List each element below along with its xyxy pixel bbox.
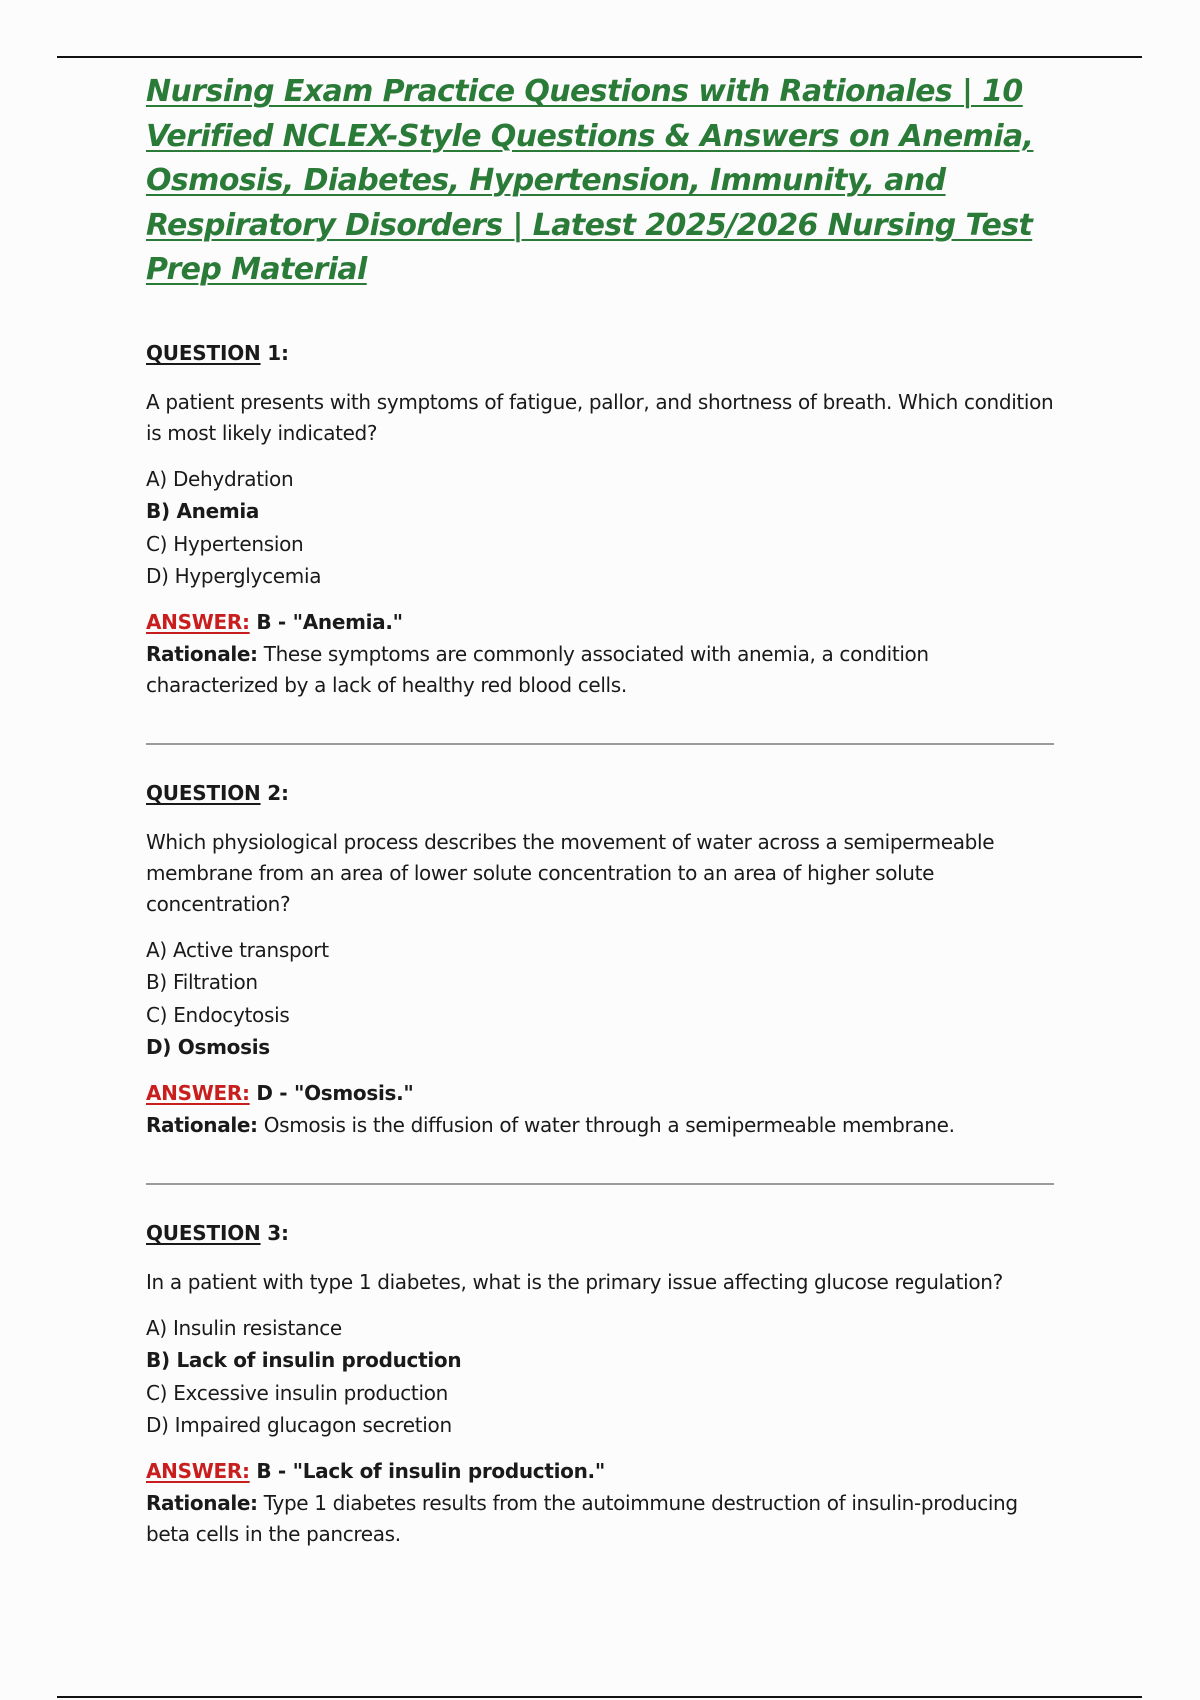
- question-heading-word: QUESTION: [146, 780, 261, 805]
- rationale-label: Rationale:: [146, 641, 258, 666]
- answer-label: ANSWER:: [146, 609, 250, 634]
- question-block-1: [146, 339, 1056, 701]
- question-text: A patient presents with symptoms of fatigue, pallor, and shortness of breath. Which condition is most likely indicated?: [146, 389, 1054, 445]
- answer-options: [146, 1312, 1056, 1442]
- answer-value: B - "Lack of insulin production.": [249, 1458, 605, 1483]
- page-top-rule: [57, 56, 1142, 58]
- question-heading-word: QUESTION: [146, 340, 261, 365]
- question-heading: [146, 339, 1056, 367]
- answer-line: [146, 1456, 1056, 1487]
- page-bottom-rule: [57, 1696, 1142, 1698]
- rationale-text: These symptoms are commonly associated with anemia, a condition characterized by a lack of healthy red blood cells.: [146, 641, 929, 697]
- answer-line: [146, 607, 1056, 638]
- option-c: C) Excessive insulin production: [146, 1380, 449, 1405]
- rationale-label: Rationale:: [146, 1112, 258, 1137]
- option-c: C) Endocytosis: [146, 1002, 290, 1027]
- question-heading-number: 1:: [260, 340, 289, 365]
- question-heading: [146, 1219, 1056, 1247]
- answer-line: [146, 1078, 1056, 1109]
- section-divider: [146, 743, 1054, 745]
- section-divider: [146, 1183, 1054, 1185]
- document-title: Nursing Exam Practice Questions with Rationales | 10 Verified NCLEX-Style Questions & Answers on Anemia, Osmosis, Diabetes, Hypertension, Immunity, and Respiratory Disorders | Latest 2025/2026 Nursing Test Prep Material: [146, 74, 1034, 287]
- rationale-text: Type 1 diabetes results from the autoimmune destruction of insulin-producing beta cells in the pancreas.: [146, 1490, 1018, 1546]
- rationale-text: Osmosis is the diffusion of water through a semipermeable membrane.: [257, 1112, 955, 1137]
- option-d-correct: D) Osmosis: [146, 1035, 270, 1059]
- answer-options: [146, 463, 1056, 593]
- question-block-2: [146, 779, 1056, 1141]
- option-c: C) Hypertension: [146, 531, 304, 556]
- rationale: [146, 639, 1066, 701]
- answer-label: ANSWER:: [146, 1458, 250, 1483]
- rationale: [146, 1488, 1066, 1550]
- question-text: Which physiological process describes the movement of water across a semipermeable membrane from an area of lower solute concentration to an area of higher solute concentration?: [146, 829, 995, 916]
- answer-value: B - "Anemia.": [249, 609, 403, 634]
- document-content: [146, 70, 1056, 1550]
- rationale: [146, 1110, 1066, 1141]
- option-a: A) Insulin resistance: [146, 1315, 342, 1340]
- question-heading: [146, 779, 1056, 807]
- question-block-3: [146, 1219, 1056, 1550]
- option-d: D) Impaired glucagon secretion: [146, 1413, 452, 1437]
- option-d: D) Hyperglycemia: [146, 564, 322, 588]
- option-a: A) Active transport: [146, 937, 329, 962]
- option-a: A) Dehydration: [146, 466, 294, 491]
- option-b-correct: B) Lack of insulin production: [146, 1348, 462, 1372]
- option-b-correct: B) Anemia: [146, 499, 260, 523]
- question-heading-number: 3:: [260, 1220, 289, 1245]
- rationale-label: Rationale:: [146, 1490, 258, 1515]
- answer-label: ANSWER:: [146, 1080, 250, 1105]
- question-text: In a patient with type 1 diabetes, what is the primary issue affecting glucose regulation?: [146, 1269, 1003, 1294]
- answer-value: D - "Osmosis.": [249, 1080, 414, 1105]
- question-heading-word: QUESTION: [146, 1220, 261, 1245]
- question-heading-number: 2:: [260, 780, 289, 805]
- answer-options: [146, 934, 1056, 1064]
- option-b: B) Filtration: [146, 970, 258, 994]
